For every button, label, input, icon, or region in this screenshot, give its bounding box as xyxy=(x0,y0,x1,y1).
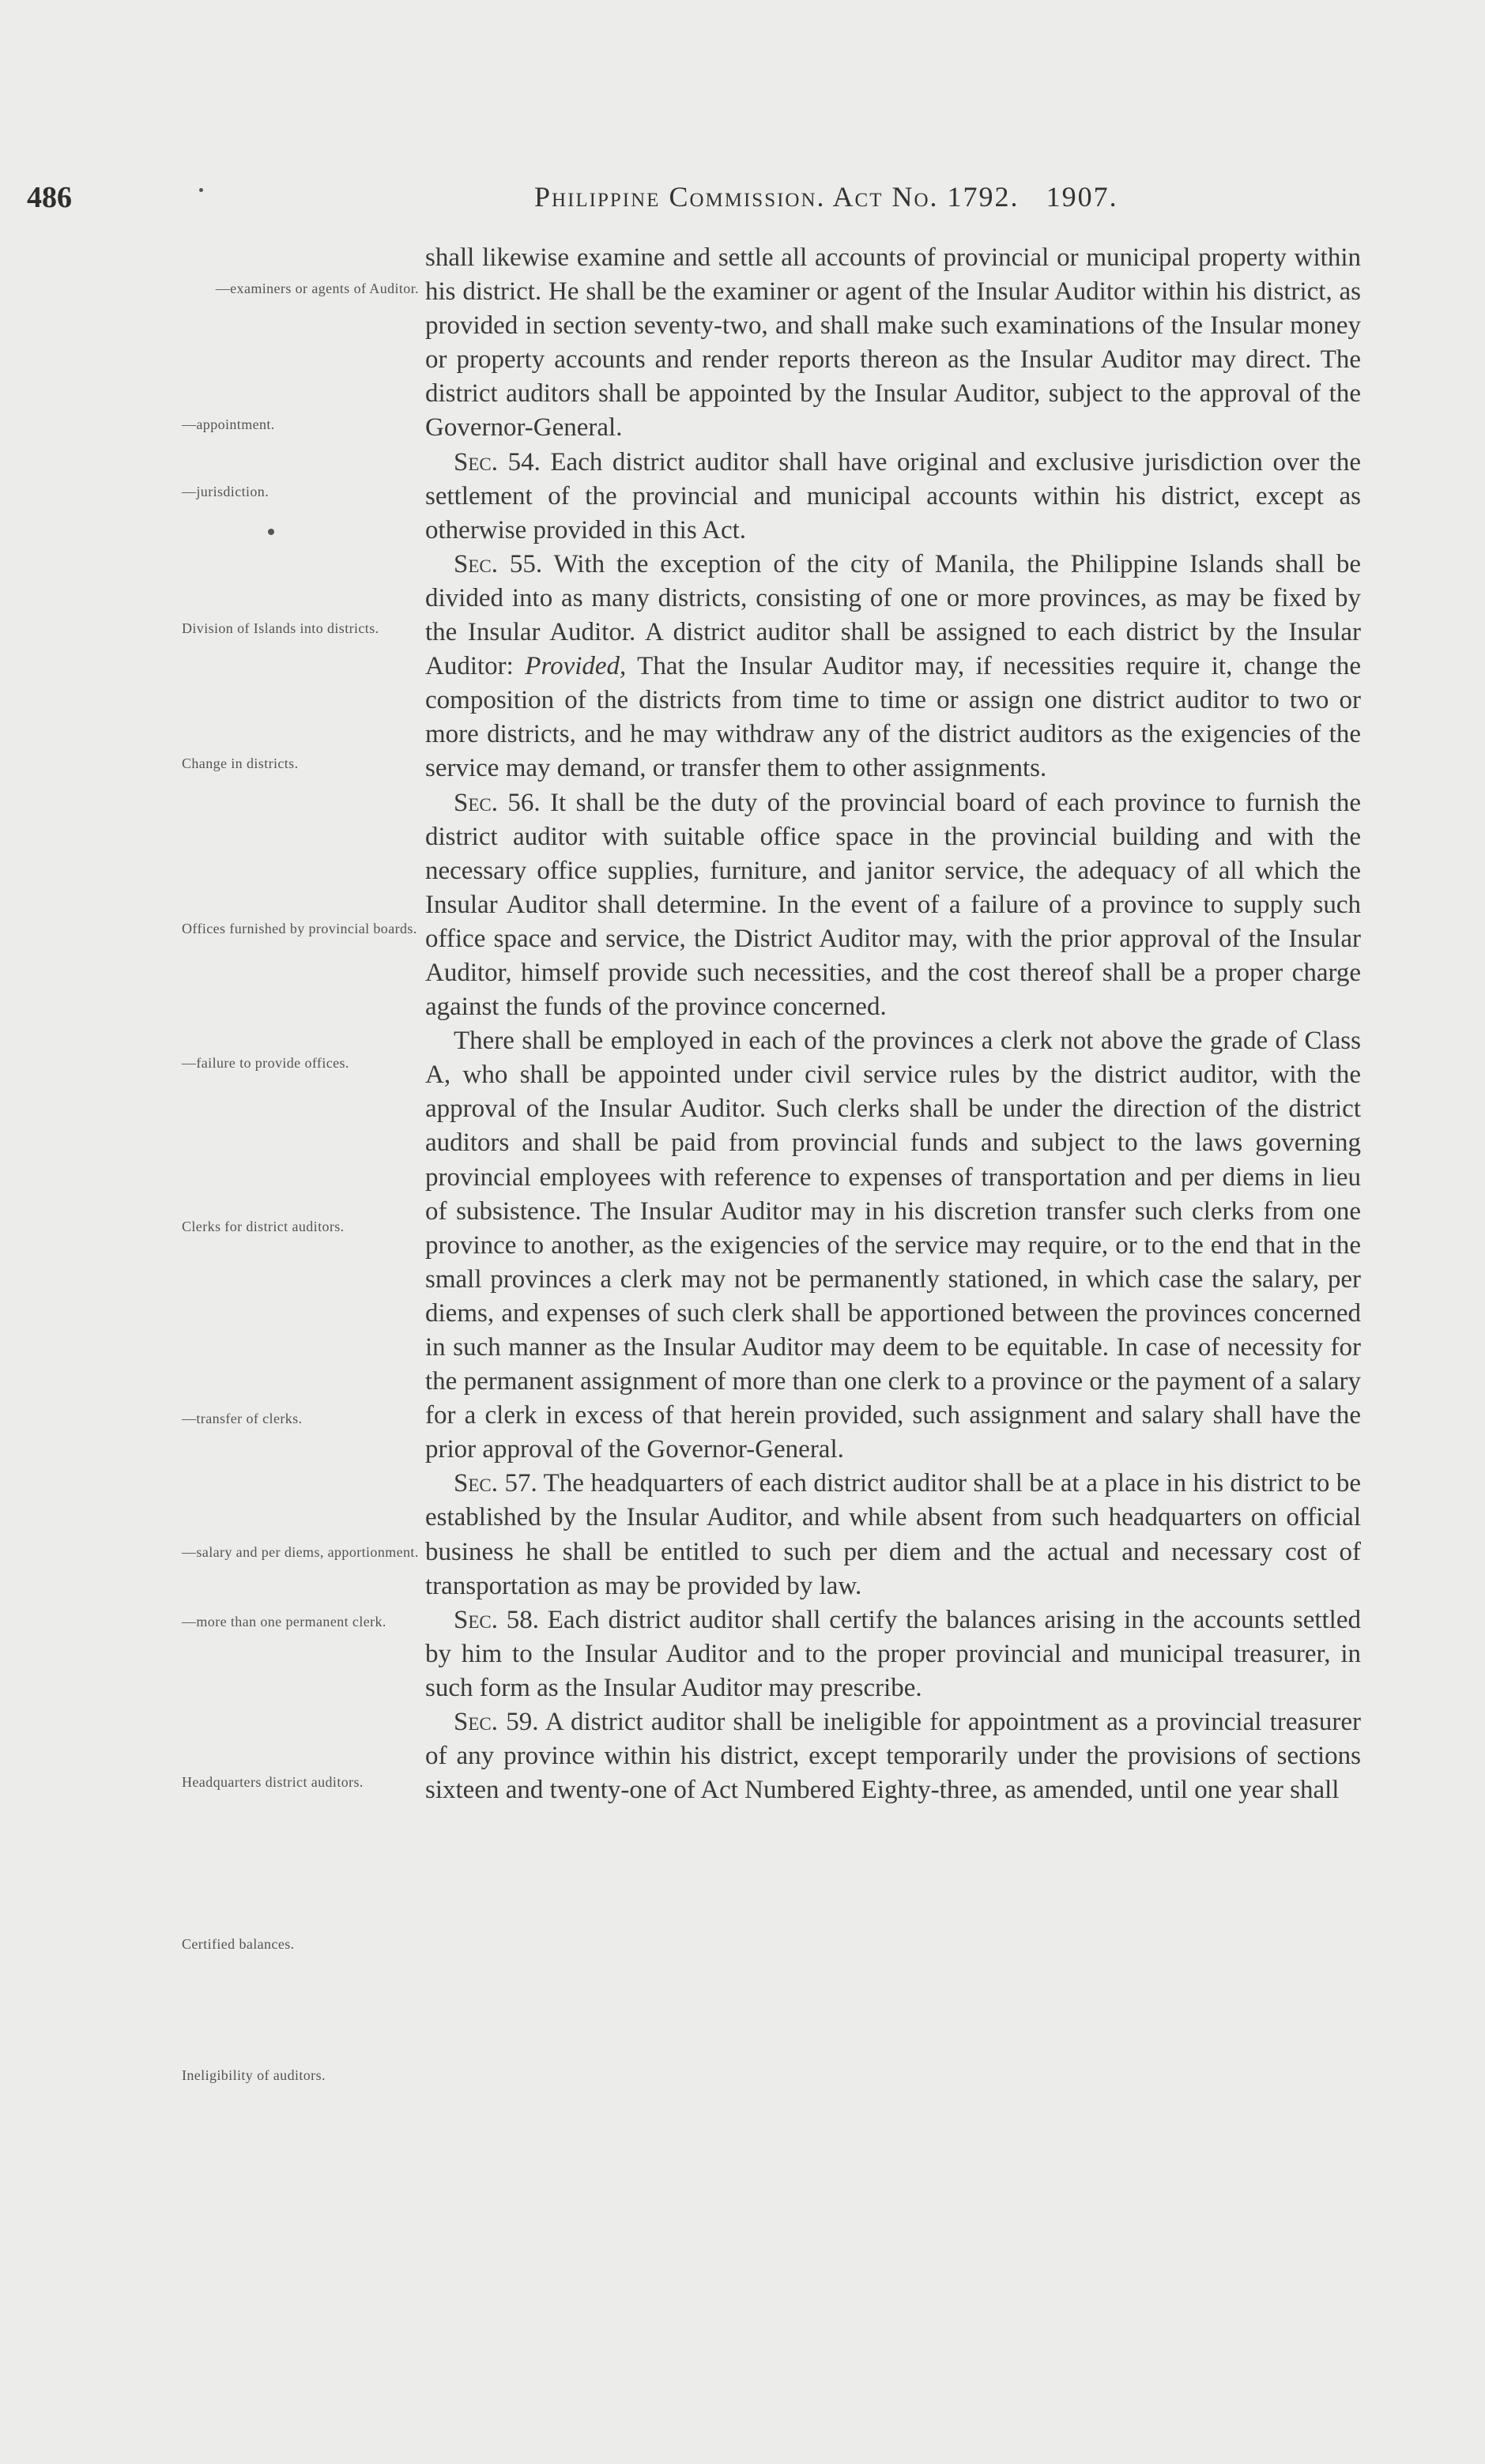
margin-note: Headquarters district auditors. xyxy=(182,1774,364,1790)
paragraph-text: Each district auditor shall certify the balances arising in the accounts settled by him to the Insular Auditor and to the proper provincial and municipal treasurer, in such form as the Insular Auditor may prescribe. xyxy=(425,1605,1361,1702)
margin-notes xyxy=(0,0,427,2464)
paragraph-clerks xyxy=(425,1024,1361,1467)
margin-note: —appointment. xyxy=(182,416,275,432)
paragraph-text: A district auditor shall be ineligible for appointment as a provincial treasurer of any province within his district, except temporarily under the provisions of sections sixteen and twenty-one of Act Numbered Eighty-three, as amended, until one year shall xyxy=(425,1708,1362,1805)
paragraph-sec-56 xyxy=(425,786,1361,1025)
margin-note: Change in districts. xyxy=(182,755,299,771)
paragraph-text-continued: That the Insular Auditor may, if necessities require it, change the composition of the districts from time to time or assign one district auditor to two or more districts, and he may withdraw any of the district auditors as the exigencies of the service may demand, or transfer them to other assignments. xyxy=(425,652,1362,783)
paragraph-sec-54 xyxy=(425,446,1361,548)
ink-dot xyxy=(268,529,274,535)
section-number: Sec. 54. xyxy=(454,447,541,477)
page-number: 486 xyxy=(27,181,72,214)
ink-dot xyxy=(199,188,203,192)
paragraph-sec-55 xyxy=(425,548,1361,786)
section-number: Sec. 57. xyxy=(454,1469,537,1498)
margin-note: —more than one permanent clerk. xyxy=(182,1614,386,1629)
paragraph-text: There shall be employed in each of the provinces a clerk not above the grade of Class A, who shall be appointed under civil service rules by the district auditor, with the approval of the Insular Auditor. Such clerks shall be under the direction of the district auditors and shall be paid from provincial funds and subject to the laws governing provincial employees with reference to expenses of transportation and per diems in lieu of subsistence. The Insular Auditor may in his discretion transfer such clerks from one province to another, as the exigencies of the service may require, or to the end that in the small provinces a clerk may not be permanently stationed, in which case the salary, per diems, and expenses of such clerk shall be apportioned between the provinces concerned in such manner as the Insular Auditor may deem to be equitable. In case of necessity for the permanent assignment of more than one clerk to a province or the payment of a salary for a clerk in excess of that herein provided, such assignment and salary shall have the prior approval of the Governor-General. xyxy=(425,1027,1361,1464)
body-text xyxy=(425,241,1361,1807)
section-number: Sec. 56. xyxy=(454,788,541,817)
margin-note: —salary and per diems, apportionment. xyxy=(182,1544,419,1560)
paragraph-text: With the exception of the city of Manila, the Philippine Islands shall be divided into as many districts, consisting of one or more provinces, as may be fixed by the Insular Auditor. A district auditor shall be assigned to each district by the Insular Auditor: xyxy=(425,549,1361,681)
paragraph-sec-59 xyxy=(425,1705,1361,1807)
section-number: Sec. 58. xyxy=(454,1605,540,1634)
section-number: Sec. 59. xyxy=(454,1708,539,1737)
running-title: Philippine Commission. Act No. 1792. xyxy=(534,181,1020,213)
paragraph-sec-58 xyxy=(425,1603,1361,1705)
margin-note: Clerks for district auditors. xyxy=(182,1219,345,1234)
margin-note: Division of Islands into districts. xyxy=(182,620,379,636)
paragraph-text: The headquarters of each district auditor shall be at a place in his district to be established by the Insular Auditor, and while absent from such headquarters on official business he shall be entitled to such per diem and the actual and necessary cost of transportation as may be provided by law. xyxy=(425,1469,1361,1600)
paragraph-text: Each district auditor shall have original and exclusive jurisdiction over the settlement of the provincial and municipal accounts within his district, except as otherwise provided in this Act. xyxy=(425,447,1361,544)
margin-note: Offices furnished by provincial boards. xyxy=(182,921,417,936)
paragraph xyxy=(425,241,1361,446)
paragraph-text: It shall be the duty of the provincial board of each province to furnish the district auditor with suitable office space in the provincial building and with the necessary office supplies, furniture, and janitor service, the adequacy of all which the Insular Auditor shall determine. In the event of a failure of a province to supply such office space and service, the District Auditor may, with the prior approval of the Insular Auditor, himself provide such necessities, and the cost thereof shall be a proper charge against the funds of the province concerned. xyxy=(425,788,1361,1022)
margin-note: Ineligibility of auditors. xyxy=(182,2067,326,2083)
running-head xyxy=(534,180,1118,213)
paragraph-text: shall likewise examine and settle all accounts of provincial or municipal property within his district. He shall be the examiner or agent of the Insular Auditor within his district, as provided in section seventy-two, and shall make such examinations of the Insular money or property accounts and render reports thereon as the Insular Auditor may direct. The district auditors shall be appointed by the Insular Auditor, subject to the approval of the Governor-General. xyxy=(425,243,1361,443)
proviso-word: Provided, xyxy=(525,652,627,681)
running-year: 1907. xyxy=(1046,181,1118,213)
paragraph-sec-57 xyxy=(425,1467,1361,1603)
margin-note: —examiners or agents of Auditor. xyxy=(215,281,419,296)
section-number: Sec. 55. xyxy=(454,549,543,578)
margin-note: —jurisdiction. xyxy=(182,484,269,499)
margin-note: —transfer of clerks. xyxy=(182,1411,303,1426)
margin-note: Certified balances. xyxy=(182,1936,295,1952)
margin-note: —failure to provide offices. xyxy=(182,1055,349,1071)
